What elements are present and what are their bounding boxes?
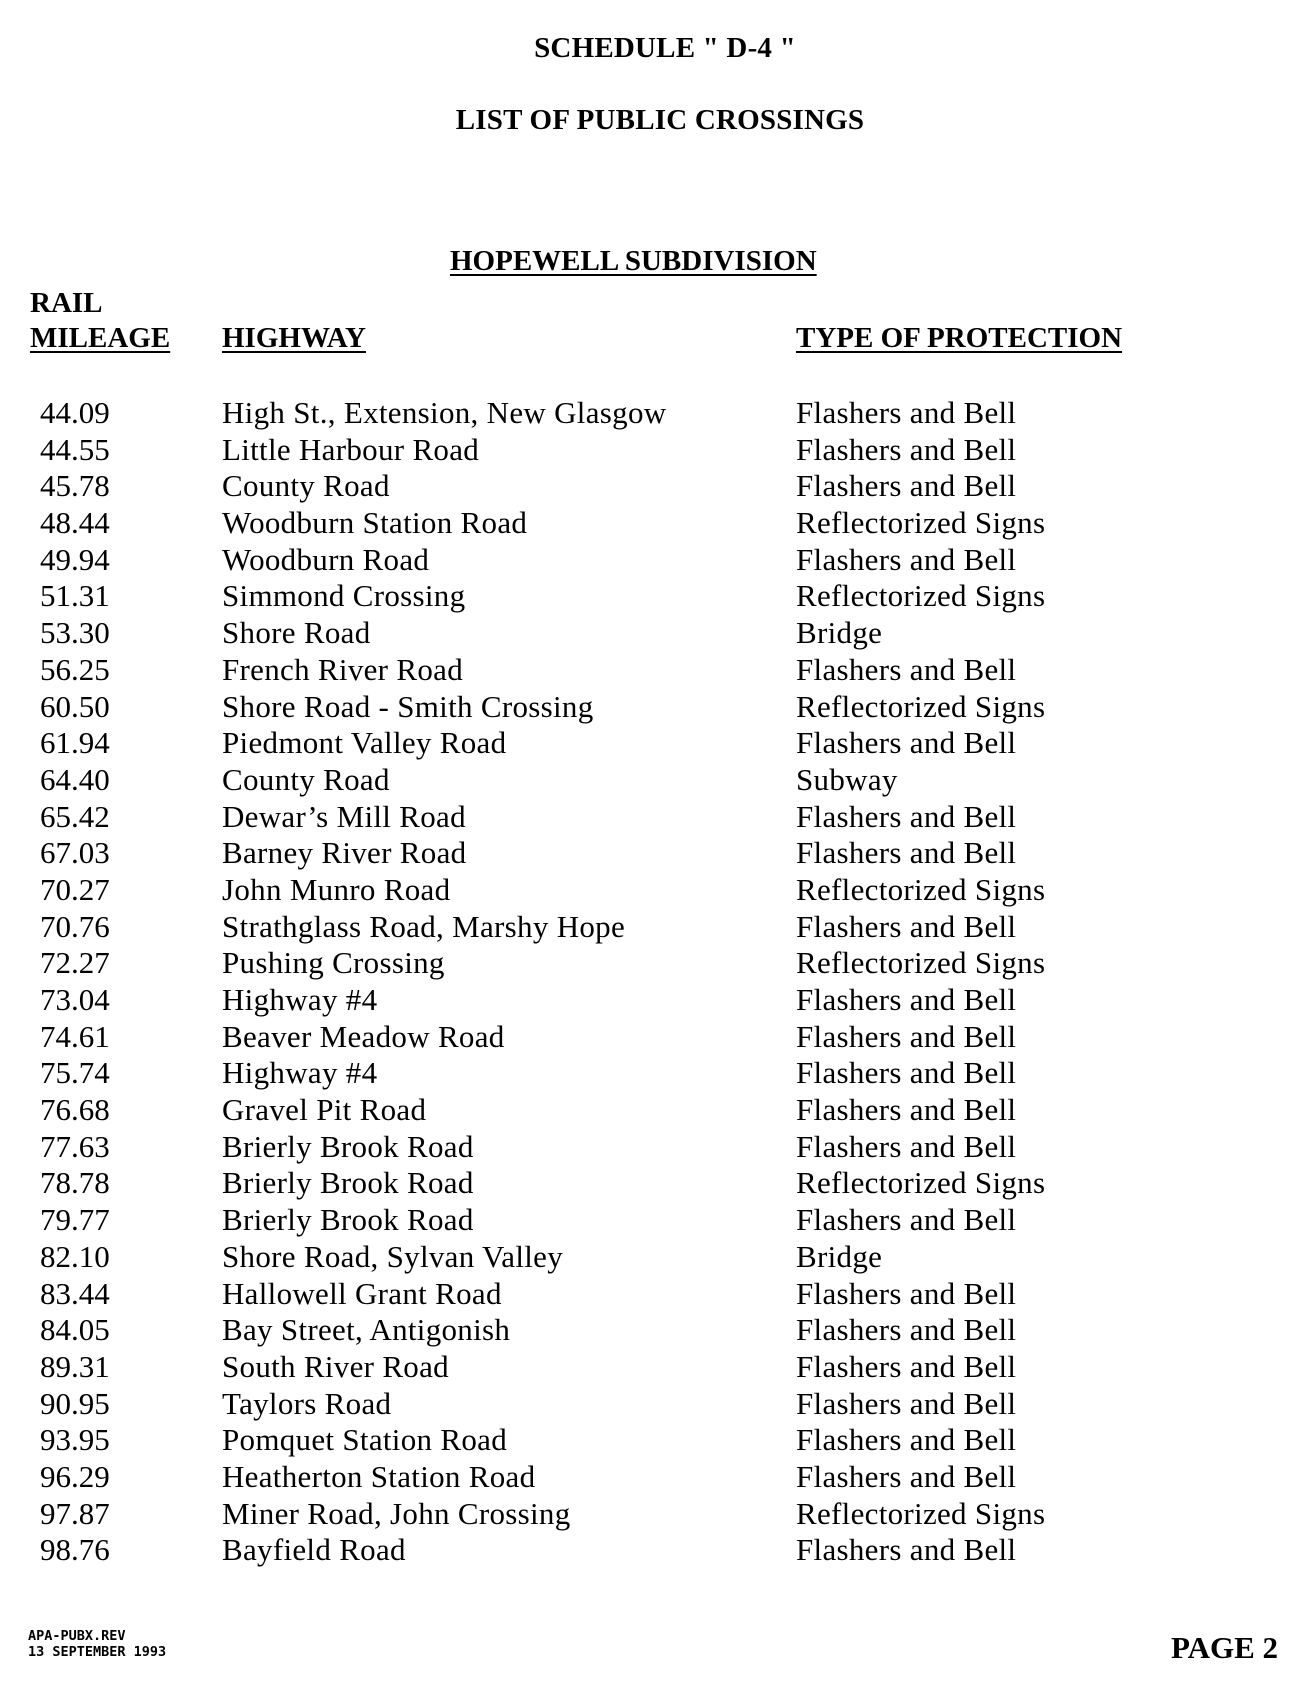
protection-cell: Flashers and Bell (796, 982, 1017, 1017)
highway-cell: Brierly Brook Road (222, 1165, 474, 1201)
highway-cell: Dewar’s Mill Road (222, 798, 466, 834)
mileage-cell: 56.25 (40, 651, 110, 687)
highway-cell: Hallowell Grant Road (222, 1275, 502, 1311)
mileage-cell: 97.87 (40, 1495, 110, 1531)
mileage-cell: 64.40 (40, 761, 110, 797)
protection-cell: Reflectorized Signs (796, 871, 1046, 907)
table-row (0, 505, 1300, 542)
table-row (0, 1532, 1300, 1569)
highway-cell: Barney River Road (222, 835, 467, 871)
protection-cell: Bridge (796, 615, 883, 651)
table-row (0, 1422, 1300, 1459)
header-highway: HIGHWAY (222, 322, 366, 354)
table-row (0, 1349, 1300, 1386)
protection-cell: Reflectorized Signs (796, 578, 1046, 614)
table-row (0, 542, 1300, 579)
table-row (0, 395, 1300, 432)
protection-cell: Flashers and Bell (796, 1055, 1017, 1091)
table-row (0, 615, 1300, 652)
protection-cell: Subway (796, 761, 898, 797)
protection-cell: Reflectorized Signs (796, 1495, 1046, 1531)
mileage-cell: 84.05 (40, 1312, 110, 1348)
header-rail: RAIL (30, 287, 103, 319)
mileage-cell: 89.31 (40, 1348, 110, 1384)
crossings-table (0, 395, 1300, 1569)
table-row (0, 1202, 1300, 1239)
mileage-cell: 51.31 (40, 578, 110, 614)
protection-cell: Reflectorized Signs (796, 1165, 1046, 1201)
highway-cell: Pomquet Station Road (222, 1422, 507, 1458)
highway-cell: Highway #4 (222, 982, 378, 1017)
protection-cell: Flashers and Bell (796, 651, 1017, 687)
mileage-cell: 44.09 (40, 395, 110, 430)
table-row (0, 1019, 1300, 1056)
protection-cell: Reflectorized Signs (796, 688, 1046, 724)
highway-cell: Bayfield Road (222, 1532, 406, 1568)
highway-cell: Beaver Meadow Road (222, 1018, 505, 1054)
footer-date: 13 SEPTEMBER 1993 (28, 1644, 167, 1660)
mileage-cell: 76.68 (40, 1092, 110, 1128)
footer-reference (28, 1628, 166, 1660)
protection-cell: Flashers and Bell (796, 395, 1017, 430)
table-row (0, 578, 1300, 615)
highway-cell: Brierly Brook Road (222, 1202, 474, 1238)
mileage-cell: 48.44 (40, 505, 110, 541)
table-row (0, 1459, 1300, 1496)
highway-cell: Woodburn Station Road (222, 505, 528, 541)
highway-cell: County Road (222, 761, 390, 797)
protection-cell: Flashers and Bell (796, 1458, 1017, 1494)
table-row (0, 1239, 1300, 1276)
mileage-cell: 60.50 (40, 688, 110, 724)
protection-cell: Flashers and Bell (796, 798, 1017, 834)
table-row (0, 652, 1300, 689)
mileage-cell: 53.30 (40, 615, 110, 651)
table-row (0, 689, 1300, 726)
highway-cell: High St., Extension, New Glasgow (222, 395, 667, 430)
protection-cell: Flashers and Bell (796, 1128, 1017, 1164)
mileage-cell: 82.10 (40, 1238, 110, 1274)
mileage-cell: 67.03 (40, 835, 110, 871)
table-row (0, 1055, 1300, 1092)
highway-cell: Strathglass Road, Marshy Hope (222, 908, 626, 944)
protection-cell: Flashers and Bell (796, 1018, 1017, 1054)
table-row (0, 1092, 1300, 1129)
highway-cell: Little Harbour Road (222, 431, 480, 467)
highway-cell: John Munro Road (222, 871, 451, 907)
mileage-cell: 79.77 (40, 1202, 110, 1238)
header-protection: TYPE OF PROTECTION (796, 322, 1123, 354)
highway-cell: Bay Street, Antigonish (222, 1312, 511, 1348)
mileage-cell: 44.55 (40, 431, 110, 467)
highway-cell: Taylors Road (222, 1385, 392, 1421)
protection-cell: Flashers and Bell (796, 908, 1017, 944)
protection-cell: Flashers and Bell (796, 1532, 1017, 1568)
schedule-title: SCHEDULE " D-4 " (534, 32, 796, 64)
table-row (0, 1165, 1300, 1202)
table-row (0, 982, 1300, 1019)
highway-cell: Pushing Crossing (222, 945, 445, 981)
protection-cell: Flashers and Bell (796, 541, 1017, 577)
page-number: PAGE 2 (1170, 1630, 1278, 1665)
highway-cell: South River Road (222, 1348, 449, 1384)
highway-cell: Woodburn Road (222, 541, 430, 577)
header-mileage: MILEAGE (30, 322, 171, 354)
highway-cell: Shore Road, Sylvan Valley (222, 1238, 564, 1274)
mileage-cell: 73.04 (40, 982, 110, 1017)
table-row (0, 909, 1300, 946)
highway-cell: Miner Road, John Crossing (222, 1495, 571, 1531)
highway-cell: Highway #4 (222, 1055, 378, 1091)
protection-cell: Flashers and Bell (796, 1385, 1017, 1421)
highway-cell: Heatherton Station Road (222, 1458, 536, 1494)
table-row (0, 432, 1300, 469)
mileage-cell: 75.74 (40, 1055, 110, 1091)
table-row (0, 1276, 1300, 1313)
protection-cell: Flashers and Bell (796, 1092, 1017, 1128)
highway-cell: Shore Road (222, 615, 371, 651)
list-title: LIST OF PUBLIC CROSSINGS (455, 104, 865, 136)
table-row (0, 468, 1300, 505)
table-row (0, 1496, 1300, 1533)
mileage-cell: 70.27 (40, 871, 110, 907)
file-reference: APA-PUBX.REV (28, 1628, 126, 1644)
mileage-cell: 49.94 (40, 541, 110, 577)
table-row (0, 945, 1300, 982)
table-row (0, 872, 1300, 909)
highway-cell: County Road (222, 468, 390, 504)
mileage-cell: 72.27 (40, 945, 110, 981)
mileage-cell: 74.61 (40, 1018, 110, 1054)
protection-cell: Reflectorized Signs (796, 505, 1046, 541)
protection-cell: Flashers and Bell (796, 1422, 1017, 1458)
protection-cell: Flashers and Bell (796, 468, 1017, 504)
mileage-cell: 77.63 (40, 1128, 110, 1164)
protection-cell: Flashers and Bell (796, 431, 1017, 467)
protection-cell: Flashers and Bell (796, 835, 1017, 871)
highway-cell: Simmond Crossing (222, 578, 466, 614)
protection-cell: Flashers and Bell (796, 1348, 1017, 1384)
mileage-cell: 61.94 (40, 725, 110, 761)
highway-cell: Gravel Pit Road (222, 1092, 427, 1128)
protection-cell: Flashers and Bell (796, 1312, 1017, 1348)
mileage-cell: 45.78 (40, 468, 110, 504)
table-row (0, 1386, 1300, 1423)
mileage-cell: 96.29 (40, 1458, 110, 1494)
table-row (0, 835, 1300, 872)
mileage-cell: 78.78 (40, 1165, 110, 1201)
subdivision-heading: HOPEWELL SUBDIVISION (450, 245, 817, 277)
mileage-cell: 70.76 (40, 908, 110, 944)
highway-cell: Brierly Brook Road (222, 1128, 474, 1164)
highway-cell: Piedmont Valley Road (222, 725, 507, 761)
protection-cell: Flashers and Bell (796, 1202, 1017, 1238)
mileage-cell: 65.42 (40, 798, 110, 834)
mileage-cell: 83.44 (40, 1275, 110, 1311)
mileage-cell: 98.76 (40, 1532, 110, 1568)
highway-cell: French River Road (222, 651, 463, 687)
protection-cell: Reflectorized Signs (796, 945, 1046, 981)
protection-cell: Flashers and Bell (796, 725, 1017, 761)
table-row (0, 725, 1300, 762)
protection-cell: Bridge (796, 1238, 883, 1274)
table-row (0, 799, 1300, 836)
table-row (0, 762, 1300, 799)
table-row (0, 1129, 1300, 1166)
table-row (0, 1312, 1300, 1349)
mileage-cell: 90.95 (40, 1385, 110, 1421)
mileage-cell: 93.95 (40, 1422, 110, 1458)
protection-cell: Flashers and Bell (796, 1275, 1017, 1311)
highway-cell: Shore Road - Smith Crossing (222, 688, 594, 724)
